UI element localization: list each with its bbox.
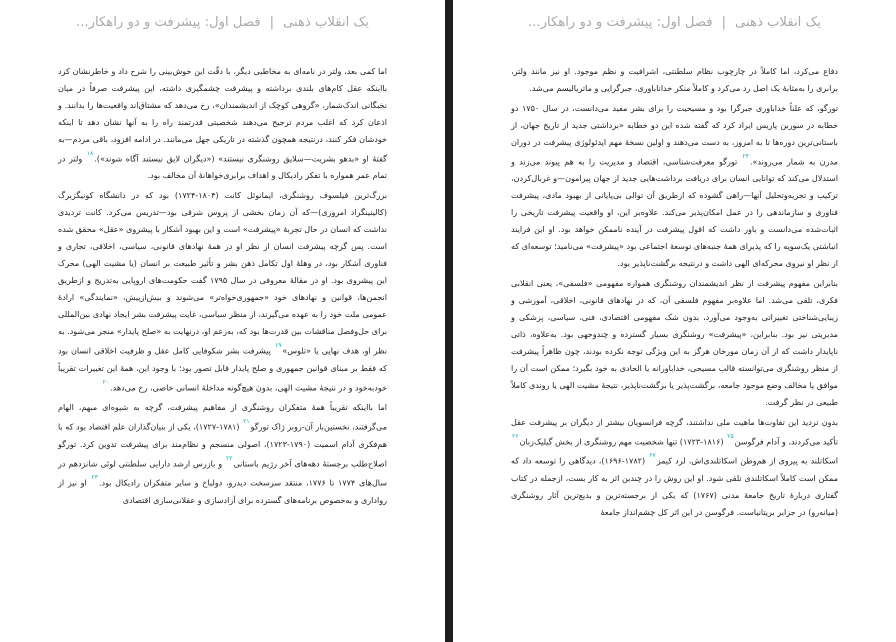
body-text — [58, 64, 387, 510]
paragraph-text: تورگو معرفت‌شناسی، اقتصاد و مدیریت را به هم پیوند می‌زند و استدلال می‌کند که توانایی انسان برای دریافت برداشت‌هایی جدید از جهان پیرامون—و غربال‌کردن، ترکیب و تجزیه‌وتحلیل آنها—راهی گشوده که ازطریق آن توالی بی‌پایانی از بهبود مادی، پیشرفت فناوری و سازماندهی را در عمل امکان‌پذیر می‌کند. علاوه‌بر این، او واقعیت پیشرفت تاریخی را اثبات‌شده می‌دانست و باور داشت که اقول پیشرفت در آینده ناممکن خواهد بود. او این فرایند انباشتی یک‌سویه را که پذیرای همهٔ جنبه‌های توسعهٔ اجتماعی بود «پیشرفت» می‌نامید؛ توسعه‌ای که از نظر او نیروی محرکه‌ای الهی داشت و درنتیجه برگشت‌ناپذیر بود. — [511, 157, 838, 269]
footnote-marker[interactable]: ۱۸ — [86, 149, 94, 157]
paragraph-text: (۱۷۸۱-۱۷۲۷)، یکی از بنیان‌گذاران علم اقتصاد بود که با هم‌فکری آدام اسمیت (۱۷۹۰-۱۷۲۳)، اصولی منسجم و نظام‌مند برای پیشرفت تدوین کرد. تورگو اصلاح‌طلب برجستهٔ دهه‌های آخر رژیم باستانی — [58, 422, 387, 469]
footnote-marker[interactable]: ۲۰ — [102, 378, 110, 386]
running-head-separator: | — [269, 15, 275, 30]
running-head-separator: | — [721, 15, 727, 30]
paragraph-text: اما کمی بعد، ولتر در نامه‌ای به مخاطبی دیگر، با دقّت این خوش‌بینی را شرح داد و خاطرنشان کرد بااینکه عقل کام‌های بلندی برداشته و پیشرفت چشمگیری داشته، این پیشرفت صرفاً در میان نخبگانی اندک‌شمار، «گروهی کوچک از اندیشمندان»، رخ می‌دهد که مشتاق‌اند واقعیت‌ها را بدانند. و اذعان کرد که اغلب مردم ترجیح می‌دهند شخصیتی قدرتمند راه را به آنها نشان دهد تا اینکه خودشان فکر کنند، درنتیجه همچون گذشته در تاریکی جهل می‌مانند. در ادامه افزود، باقی مردم—به گفتهٔ او «بدهو بشریت—سلایق روشنگری نیستند» («دیگران لایق نیستند آگاه شوند»). — [58, 67, 387, 164]
book-title: یک انقلاب ذهنی — [735, 15, 821, 30]
running-head — [471, 14, 878, 32]
chapter-title: فصل اول: پیشرفت و دو راهکار... — [76, 15, 261, 30]
footnote-marker[interactable]: ۲۳ — [91, 474, 98, 482]
paragraph-text: (۱۷۸۲-۱۶۹۶)، دیدگاهی را توسعه داد که ممکن است کاملاً اسکاتلندی تلقی شود. او این روش را در چندین اثر به کار بست، ازجمله در کتاب گفتاری دربارهٔ تاریخ جامعهٔ مدنی (۱۷۶۷) که یکی از برجسته‌ترین و بدیع‌ترین آثار روشنگری (میانه‌رو) در جزایر بریتانیاست. فرگوسن در این اثر کل چشم‌انداز جامعهٔ — [511, 456, 838, 517]
footnote-marker[interactable]: ۱۹ — [274, 341, 282, 349]
paragraph — [58, 400, 387, 510]
footnote-marker[interactable]: ۲۴ — [742, 152, 749, 160]
running-head — [18, 14, 427, 32]
paragraph-text: تورگو، که علناً خداباوری جبرگرا بود و مسیحیت را برای بشر مفید می‌دانست، در سال ۱۷۵۰ دو خطابه در سوربن پاریس ایراد کرد که گفته شده این دو خطابه «برداشتی جدید از تاریخ جهان، از باستانی‌ترین دوره‌ها تا به امروز، به دست می‌دهند و اولین نسخهٔ مهم ایدئولوژی پیشرفت در دوران مدرن به شمار می‌روند». — [511, 103, 838, 167]
footnote-marker[interactable]: ۲۵ — [727, 432, 734, 440]
paragraph-text: دفاع می‌کرد، اما کاملاً در چارچوب نظام سلطنتی، اشرافیت و نظم موجود. او نیز مانند ولتر، برابری را به‌مثابهٔ یک اصل رد می‌کرد و کاملاً منکر خداناباوری، جبرگرایی و ماتریالیسم می‌شد. — [511, 67, 838, 93]
paragraph-text: اما بااینکه تقریباً همهٔ متفکران روشنگری از مفاهیم پیشرفت، گرچه به شیوه‌ای مبهم، الهام می‌گرفتند، نخستین‌بار آن-روبر ژاک تورگو — [58, 403, 388, 432]
paragraph — [511, 101, 838, 273]
paragraph-text: او نیز از رواداری و به‌خصوص برنامه‌های گسترده برای آزادسازی و عقلانی‌سازی اقتصادی — [58, 478, 387, 505]
chapter-title: فصل اول: پیشرفت و دو راهکار... — [528, 15, 713, 30]
paragraph-text: ولتر در تمام عمر همواره با تفکر رادیکال و اهداف برابری‌خواهانهٔ آن مخالف بود. — [58, 154, 387, 181]
footnote-marker[interactable]: ۲۱ — [243, 418, 250, 426]
footnote-marker[interactable]: ۲۷ — [649, 452, 656, 460]
paragraph — [511, 64, 838, 98]
paragraph-text: و بازرس ارشد دارایی سلطنتی لوئی شانزدهم در سال‌های ۱۷۷۴ تا ۱۷۷۶، منتقد سرسخت دیدرو، دولباخ و سایر متفکران رادیکال بود. — [58, 459, 388, 488]
paragraph — [58, 188, 387, 397]
left-page — [0, 0, 445, 642]
footnote-marker[interactable]: ۲۶ — [512, 432, 519, 440]
book-title: یک انقلاب ذهنی — [283, 15, 369, 30]
paragraph-text: اسکاتلند به پیروی از هم‌وطن اسکاتلندی‌اش، لرد کیمز — [656, 456, 839, 466]
right-page — [453, 0, 896, 642]
paragraph-text: بدون تردید این تفاوت‌ها ماهیت ملی نداشتند، گرچه فرانسویان بیشتر از دیگران بر پیشرفت عقل تأکید می‌کردند، و آدام فرگوسن — [511, 417, 838, 447]
footnote-marker[interactable]: ۲۲ — [226, 454, 233, 462]
paragraph — [511, 415, 838, 522]
paragraph — [58, 64, 387, 185]
paragraph-text: بزرگ‌ترین فیلسوف روشنگری، ایمانوئل کانت (۱۸۰۴-۱۷۲۴) بود که در دانشگاه کونیگزبرگ (کالینینگراد امروزی)—که آن زمان بخشی از پروس شرقی بود—تدریس می‌کرد. کانت تردیدی نداشت که انسان در حال تجربهٔ «پیشرفت» است و این بهبود آشکار با پیشروی «عقل» محقق شده است. پس گرچه پیشرفت انسان از نظر او در همهٔ نهادهای قانونی، سیاسی، اخلاقی، تجاری و فناوری آشکار بود، در وهلهٔ اول تکامل ذهن بشر و تأثیر طبیعت بر انسان (یا مشیت الهی) محرک این پیشروی بود. او در مقالهٔ معروفی در سال ۱۷۹۵ گفت حکومت‌های اروپایی به‌تدریج و ازطریق انجمن‌ها، قوانین و نهادهای خود «جمهوری‌خواه‌تر» می‌شوند و بیش‌ازپیش، «نمایندگی» ارادهٔ عمومی ملت خود را به عهده می‌گیرند، از منظر سیاسی، غایت پیشرفت بشر ایجاد نهادی بین‌المللی برای حل‌وفصل مناقشات بین قدرت‌ها بود که، به‌زعم او، درنهایت به «صلح پایدار» منجر می‌شود. به نظر او، هدف نهایی یا «تلوس» — [58, 191, 388, 356]
body-text — [511, 64, 838, 522]
paragraph — [511, 276, 838, 412]
paragraph-text: (۱۸۱۶-۱۷۲۳) تنها شخصیت مهم روشنگری از بخش گیلیک‌زبان — [519, 437, 727, 447]
paragraph-text: پیشرفت بشر شکوفایی کامل عقل و ظرفیت اخلاقی انسان بود که فقط بر مبنای قوانین جمهوری و صلح پایدار قابل تصور بود؛ با وجود این، همهٔ این تغییرات تقریباً خودبه‌خود و در نتیجهٔ مشیت الهی، بدون هیچ‌گونه مداخلهٔ انسانی خاصی، رخ می‌دهد. — [58, 346, 387, 393]
paragraph-text: بنابراین مفهوم پیشرفت از نظر اندیشمندان روشنگری همواره مفهومی «فلسفی»، یعنی انقلابی فکری، تلقی می‌شد. اما علاوه‌بر مفهوم فلسفی آن، که در نهادهای قانونی، اخلاقی، آموزشی و زیبایی‌شناختی تغییراتی به‌وجود می‌آورد، بدون شک مفهومی اقتصادی، فنی، سیاسی، پزشکی و مدیریتی نیز بود. بنابراین، «پیشرفت» روشنگری بسیار گسترده و چندوجهی بود. به‌علاوه، ذاتی ناپایدار داشت که از آن زمان مورخان هرگز به این ویژگی توجه نکرده بودند، چون ظاهراً پیشرفت از منظر روشنگری می‌توانسته قالب مسیحی، خداباورانه یا الحادی به خود بگیرد؛ ممکن است آن را موافق یا مخالف وضع موجود جامعه، برگشت‌پذیر یا برگشت‌ناپذیر، نتیجهٔ مشیت الهی یا روندی کاملاً طبیعی در نظر گرفت. — [511, 279, 838, 407]
book-gutter — [445, 0, 453, 642]
